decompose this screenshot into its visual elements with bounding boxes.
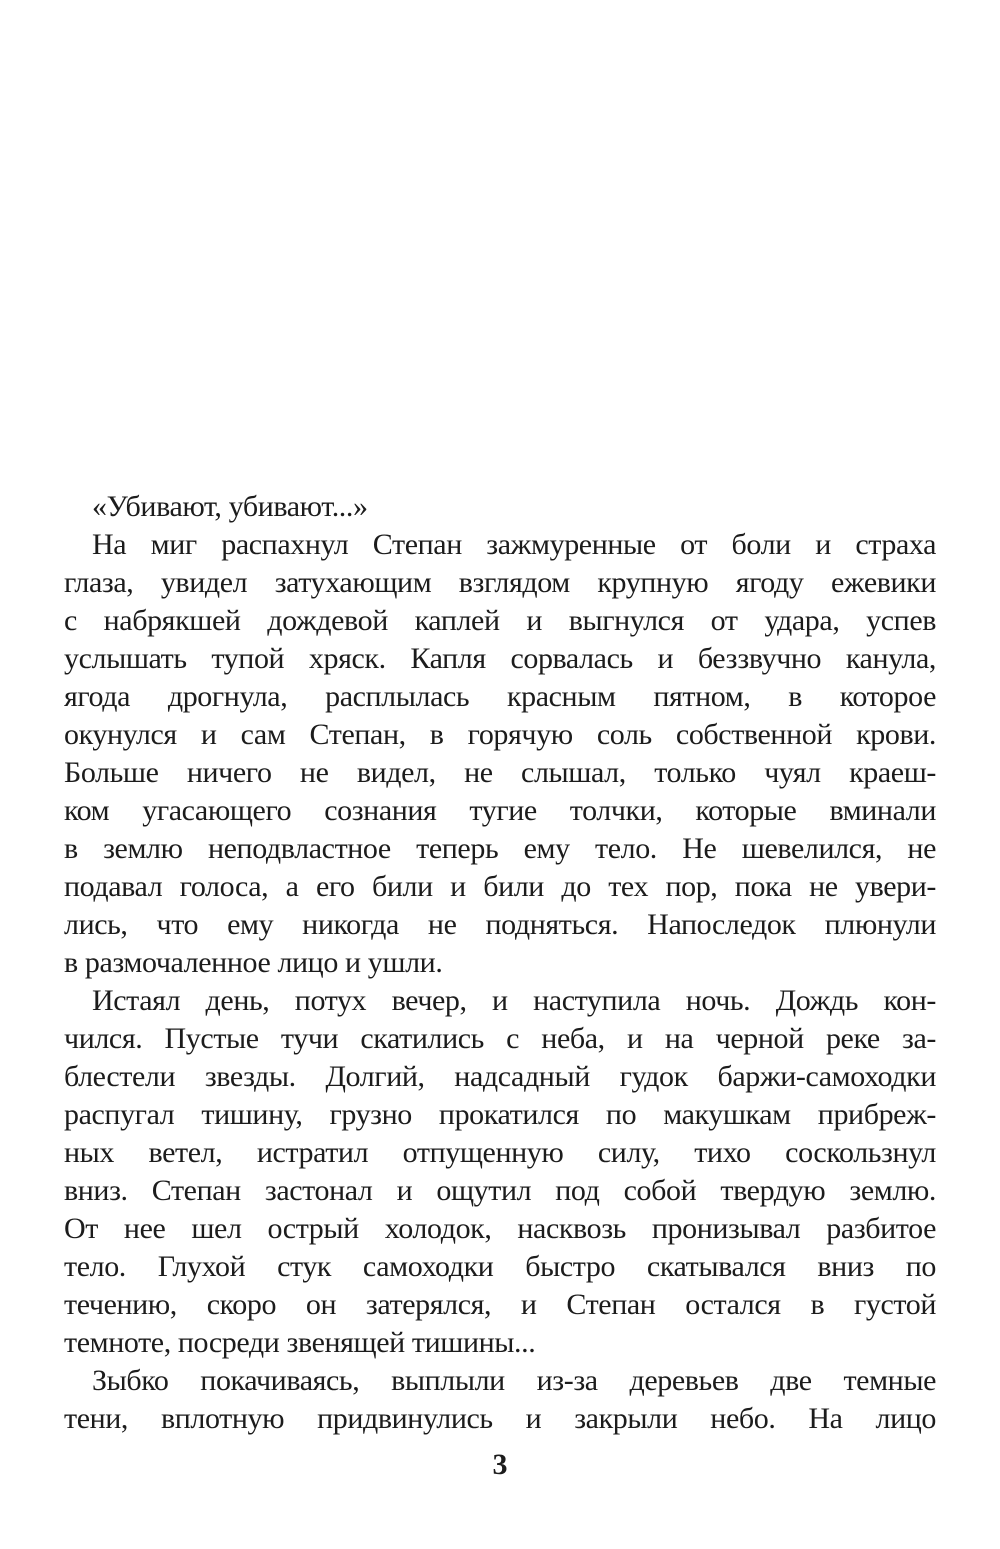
- text-line: Истаял день, потух вечер, и наступила ночь. Дождь кон-: [92, 984, 936, 1017]
- text-line: чился. Пустые тучи скатились с неба, и на черной реке за-: [64, 1022, 936, 1055]
- paragraph: [64, 526, 936, 982]
- paragraph: [64, 488, 936, 526]
- text-line: блестели звезды. Долгий, надсадный гудок баржи-самоходки: [64, 1060, 936, 1093]
- text-line: лись, что ему никогда не подняться. Напоследок плюнули: [64, 908, 936, 941]
- text-line: подавал голоса, а его били и били до тех пор, пока не увери-: [64, 870, 936, 903]
- text-line: темноте, посреди звенящей тишины...: [64, 1326, 536, 1359]
- text-line: Зыбко покачиваясь, выплыли из-за деревьев две темные: [92, 1364, 936, 1397]
- text-line: ных ветел, истратил отпущенную силу, тихо соскользнул: [64, 1136, 936, 1169]
- page-number: 3: [492, 1448, 508, 1481]
- text-line: ягода дрогнула, расплылась красным пятном, в которое: [64, 680, 936, 713]
- paragraph: [64, 1362, 936, 1438]
- text-line: в землю неподвластное теперь ему тело. Не шевелился, не: [64, 832, 936, 865]
- text-line: услышать тупой хряск. Капля сорвалась и беззвучно канула,: [64, 642, 936, 675]
- text-line: течению, скоро он затерялся, и Степан остался в густой: [64, 1288, 936, 1321]
- text-line: в размочаленное лицо и ушли.: [64, 946, 443, 979]
- text-line: окунулся и сам Степан, в горячую соль собственной крови.: [64, 718, 936, 751]
- text-line: От нее шел острый холодок, насквозь пронизывал разбитое: [64, 1212, 936, 1245]
- text-line: глаза, увидел затухающим взглядом крупную ягоду ежевики: [64, 566, 936, 599]
- text-line: тени, вплотную придвинулись и закрыли небо. На лицо: [64, 1402, 936, 1435]
- paragraph: [64, 982, 936, 1362]
- text-line: тело. Глухой стук самоходки быстро скатывался вниз по: [64, 1250, 936, 1283]
- text-line: На миг распахнул Степан зажмуренные от боли и страха: [92, 528, 936, 561]
- text-line: Больше ничего не видел, не слышал, только чуял краеш-: [64, 756, 936, 789]
- text-line: вниз. Степан застонал и ощутил под собой твердую землю.: [64, 1174, 936, 1207]
- text-line: с набрякшей дождевой каплей и выгнулся от удара, успев: [64, 604, 936, 637]
- text-line: распугал тишину, грузно прокатился по макушкам прибреж-: [64, 1098, 936, 1131]
- text-line: «Убивают, убивают...»: [92, 490, 368, 523]
- text-line: ком угасающего сознания тугие толчки, которые вминали: [64, 794, 936, 827]
- page-text: [64, 488, 936, 1438]
